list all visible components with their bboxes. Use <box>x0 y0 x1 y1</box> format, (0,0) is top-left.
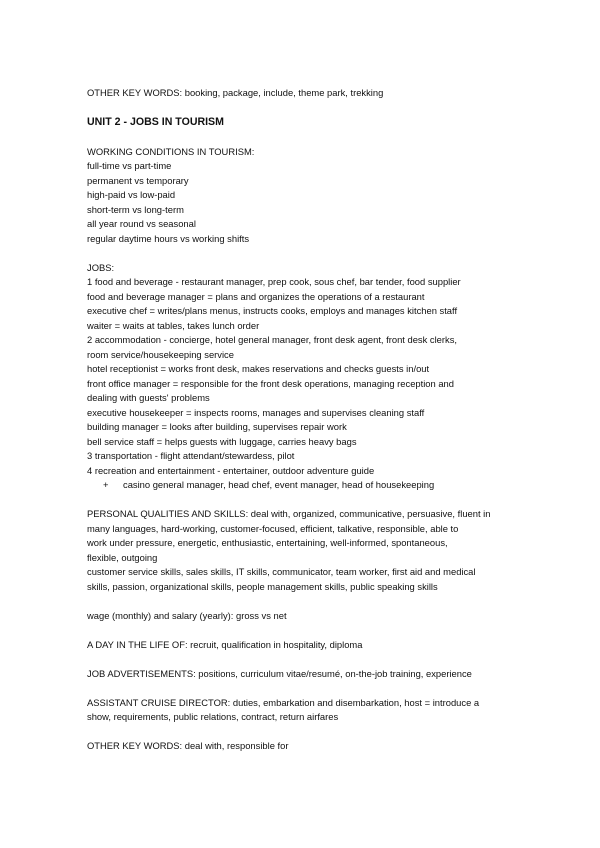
working-condition-item: short-term vs long-term <box>87 204 184 215</box>
bullet-item: casino general manager, head chef, event manager, head of housekeeping <box>123 479 435 490</box>
working-condition-item: regular daytime hours vs working shifts <box>87 233 250 244</box>
jobs-line: 2 accommodation - concierge, hotel general manager, front desk agent, front desk clerks, <box>87 334 457 345</box>
unit-title: UNIT 2 - JOBS IN TOURISM <box>87 116 224 128</box>
personal-qualities-line: flexible, outgoing <box>87 552 158 563</box>
personal-qualities-line: customer service skills, sales skills, IT skills, communicator, team worker, first aid and medical <box>87 566 476 577</box>
personal-qualities-line: work under pressure, energetic, enthusiastic, entertaining, well-informed, spontaneous, <box>87 537 448 548</box>
jobs-line: executive housekeeper = inspects rooms, manages and supervises cleaning staff <box>87 407 425 418</box>
jobs-line: executive chef = writes/plans menus, instructs cooks, employs and manages kitchen staff <box>87 305 458 316</box>
jobs-line: food and beverage manager = plans and organizes the operations of a restaurant <box>87 291 425 302</box>
day-in-life-line: A DAY IN THE LIFE OF: recruit, qualification in hospitality, diploma <box>87 639 363 650</box>
working-condition-item: permanent vs temporary <box>87 175 189 186</box>
other-key-words-2: OTHER KEY WORDS: deal with, responsible for <box>87 740 289 751</box>
working-conditions-heading: WORKING CONDITIONS IN TOURISM: <box>87 146 255 157</box>
jobs-line: bell service staff = helps guests with luggage, carries heavy bags <box>87 436 357 447</box>
wage-line: wage (monthly) and salary (yearly): gross vs net <box>87 610 287 621</box>
personal-qualities-line: many languages, hard-working, customer-focused, efficient, talkative, responsible, able to <box>87 523 459 534</box>
cruise-director-line: ASSISTANT CRUISE DIRECTOR: duties, embarkation and disembarkation, host = introduce a <box>87 697 480 708</box>
jobs-line: 1 food and beverage - restaurant manager, prep cook, sous chef, bar tender, food supplier <box>87 276 461 287</box>
jobs-line: building manager = looks after building, supervises repair work <box>87 421 347 432</box>
bullet-marker: + <box>103 479 109 490</box>
personal-qualities-line: skills, passion, organizational skills, people management skills, public speaking skills <box>87 581 438 592</box>
jobs-line: front office manager = responsible for the front desk operations, managing reception and <box>87 378 454 389</box>
working-condition-item: high-paid vs low-paid <box>87 189 176 200</box>
jobs-line: dealing with guests' problems <box>87 392 210 403</box>
jobs-heading: JOBS: <box>87 262 115 273</box>
working-condition-item: full-time vs part-time <box>87 160 172 171</box>
personal-qualities-line: PERSONAL QUALITIES AND SKILLS: deal with, organized, communicative, persuasive, fluent in <box>87 508 491 519</box>
jobs-line: 4 recreation and entertainment - entertainer, outdoor adventure guide <box>87 465 375 476</box>
jobs-line: room service/housekeeping service <box>87 349 234 360</box>
job-advertisements-line: JOB ADVERTISEMENTS: positions, curriculum vitae/resumé, on-the-job training, experience <box>87 668 472 679</box>
jobs-line: waiter = waits at tables, takes lunch order <box>87 320 260 331</box>
jobs-line: 3 transportation - flight attendant/stewardess, pilot <box>87 450 295 461</box>
cruise-director-line: show, requirements, public relations, contract, return airfares <box>87 711 339 722</box>
working-condition-item: all year round vs seasonal <box>87 218 196 229</box>
jobs-line: hotel receptionist = works front desk, makes reservations and checks guests in/out <box>87 363 430 374</box>
other-key-words-1: OTHER KEY WORDS: booking, package, include, theme park, trekking <box>87 87 384 98</box>
